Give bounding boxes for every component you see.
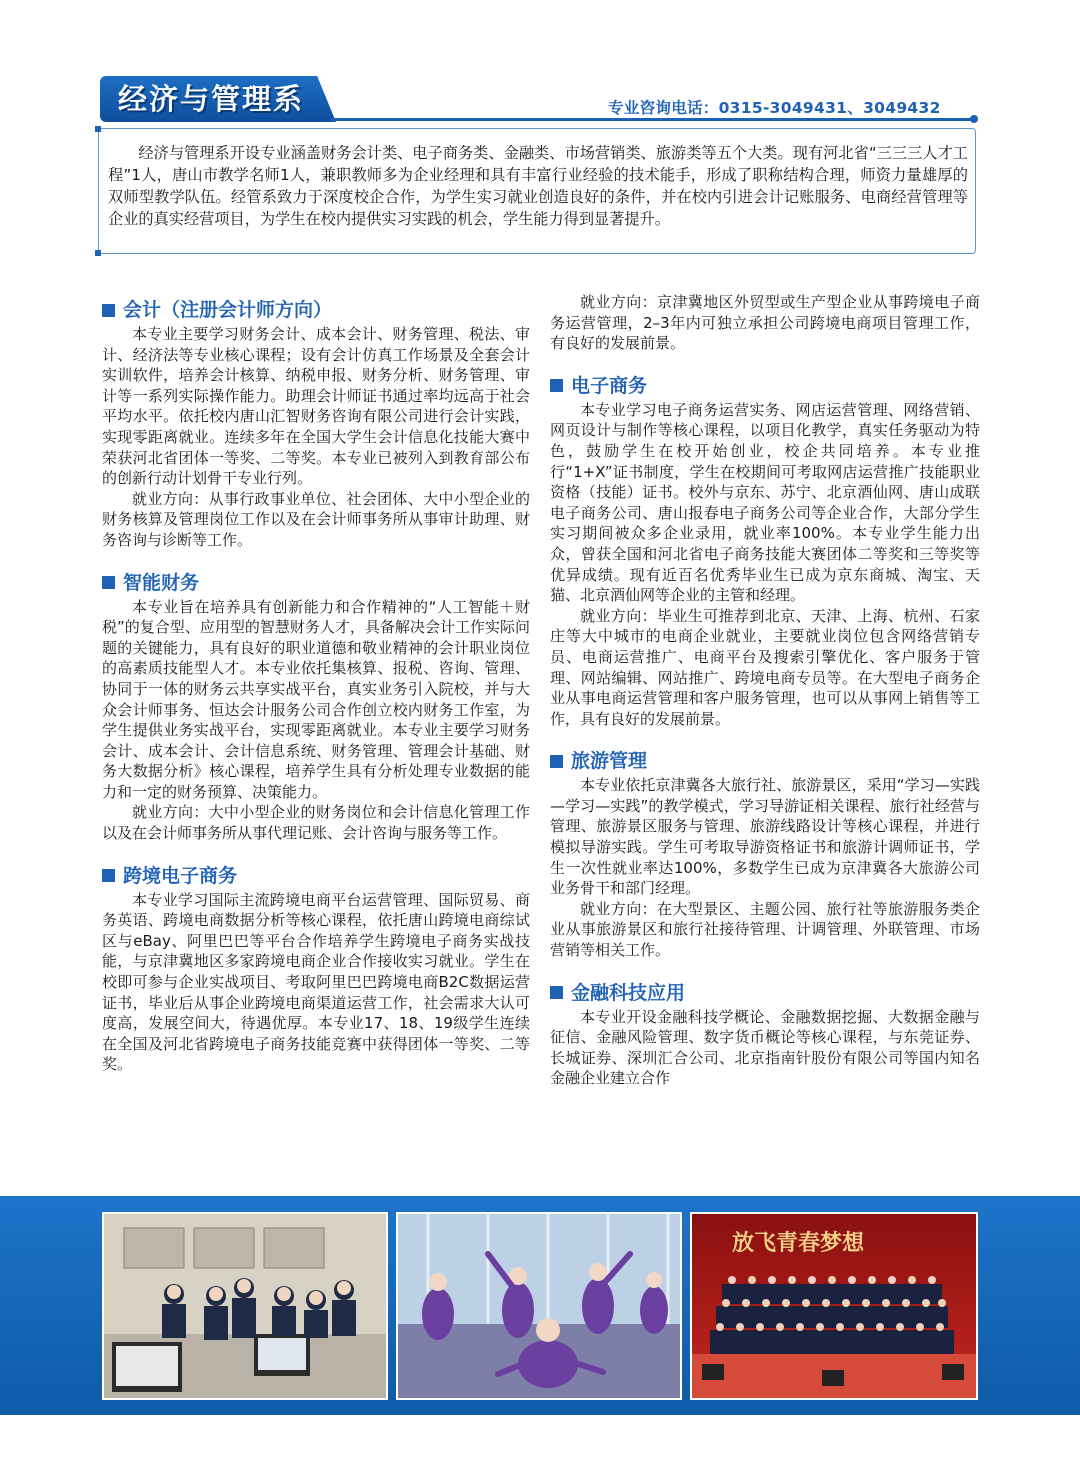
- section-employment: 就业方向：在大型景区、主题公园、旅行社等旅游服务类企业从事旅游景区和旅行社接待管理、计调管理、外联管理、市场营销等相关工作。: [550, 899, 980, 960]
- square-bullet-icon: [102, 869, 115, 882]
- section-heading-cross-border: [102, 864, 530, 888]
- section-title: 会计（注册会计师方向）: [123, 299, 333, 321]
- section-body: 本专业主要学习财务会计、成本会计、财务管理、税法、审计、经济法等专业核心课程；设有会计仿真工作场景及全套会计实训软件，培养会计核算、纳税申报、财务分析、财务管理、审计等一系列实际操作能力。助理会计师证书通过率均远高于社会平均水平。依托校内唐山汇智财务咨询有限公司进行会计实践，实现零距离就业。连续多年在全国大学生会计信息化技能大赛中荣获河北省团体一等奖、二等奖。本专业已被列入到教育部公布的创新行动计划骨干专业行列。: [102, 325, 530, 488]
- square-bullet-icon: [102, 576, 115, 589]
- section-heading-fintech: [550, 981, 980, 1005]
- photo-choir-performance: [690, 1212, 978, 1400]
- header-divider: [330, 118, 976, 121]
- square-bullet-icon: [550, 379, 563, 392]
- consult-phone: 专业咨询电话：0315-3049431、3049432: [608, 99, 941, 117]
- section-heading-tourism: [550, 749, 980, 773]
- section-title: 智能财务: [123, 571, 200, 594]
- section-body: 本专业依托京津冀各大旅行社、旅游景区，采用“学习—实践—学习—实践”的教学模式，学习导游证相关课程、旅行社经营与管理、旅游景区服务与管理、旅游线路设计等核心课程，并进行模拟导游实践。学生可考取导游资格证书和旅游计调师证书，学生一次性就业率达100%，多数学生已成为京津冀各大旅游公司业务骨干和部门经理。: [550, 776, 980, 898]
- section-employment: 就业方向：京津冀地区外贸型或生产型企业从事跨境电子商务运营管理，2–3年内可独立承担公司跨境电商项目管理工作，有良好的发展前景。: [550, 293, 980, 353]
- header-divider-dot: [970, 115, 978, 123]
- section-employment: 就业方向：大中小型企业的财务岗位和会计信息化管理工作以及在会计师事务所从事代理记账、会计咨询与服务等工作。: [102, 803, 530, 843]
- section-heading-accounting: [102, 298, 530, 322]
- dance-class-illustration: [398, 1214, 680, 1398]
- section-body: 本专业开设金融科技学概论、金融数据挖掘、大数据金融与征信、金融风险管理、数字货币概论等核心课程，与东莞证券、长城证券、深圳汇合公司、北京指南针股份有限公司等国内知名金融企业建立合作: [550, 1007, 980, 1088]
- choir-illustration: [692, 1214, 976, 1398]
- section-title: 跨境电子商务: [123, 864, 238, 887]
- section-body: 本专业旨在培养具有创新能力和合作精神的“人工智能＋财税”的复合型、应用型的智慧财务人才，具备解决会计工作实际问题的关键能力，具有良好的职业道德和敬业精神的会计职业岗位的高素质技能型人才。本专业依托集核算、报税、咨询、管理、协同于一体的财务云共享实战平台，真实业务引入院校，并与大众会计师事务、恒达会计服务公司合作创立校内财务工作室，为学生提供业务实战平台，实现零距离就业。本专业主要学习财务会计、成本会计、会计信息系统、财务管理、管理会计基础、财务大数据分析》核心课程，培养学生具有分析处理专业数据的能力和一定的财务预算、决策能力。: [102, 597, 530, 801]
- section-heading-smart-finance: [102, 571, 530, 595]
- section-body: 本专业学习国际主流跨境电商平台运营管理、国际贸易、商务英语、跨境电商数据分析等核心课程，依托唐山跨境电商综试区与eBay、阿里巴巴等平台合作培养学生跨境电子商务实战技能，与京津冀地区多家跨境电商企业合作接收实习就业。学生在校即可参与企业实战项目、考取阿里巴巴跨境电商B2C数据运营证书，毕业后从事企业跨境电商渠道运营工作，社会需求大认可度高，发展空间大，待遇优厚。本专业17、18、19级学生连续在全国及河北省跨境电子商务技能竞赛中获得团体一等奖、二等奖。: [102, 890, 530, 1074]
- right-column: [550, 292, 980, 1089]
- photo-dance-class: [396, 1212, 682, 1400]
- choir-banner-text: 放飞青春梦想: [732, 1230, 865, 1256]
- section-title: 电子商务: [571, 374, 648, 397]
- section-title: 旅游管理: [571, 750, 648, 773]
- photo-computer-lab: [102, 1212, 388, 1400]
- square-bullet-icon: [550, 986, 563, 999]
- section-body: 本专业学习电子商务运营实务、网店运营管理、网络营销、网页设计与制作等核心课程，以项目化教学，真实任务驱动为特色，鼓励学生在校开始创业，校企共同培养。本专业推行“1+X”证书制度，学生在校期间可考取网店运营推广技能职业资格（技能）证书。校外与京东、苏宁、北京酒仙网、唐山成联电子商务公司、唐山报春电子商务公司等企业合作，大部分学生实习期间被众多企业录用，就业率100%。本专业学生能力出众，曾获全国和河北省电子商务技能大赛团体二等奖和三等奖等优异成绩。现有近百名优秀毕业生已成为京东商城、淘宝、天猫、北京酒仙网等企业的主管和经理。: [550, 400, 980, 605]
- section-title: 金融科技应用: [571, 981, 686, 1004]
- intro-text: 经济与管理系开设专业涵盖财务会计类、电子商务类、金融类、市场营销类、旅游类等五个大类。现有河北省“三三三人才工程”1人，唐山市教学名师1人，兼职教师多为企业经理和具有丰富行业经验的技术能手，形成了职称结构合理，师资力量雄厚的双师型教学队伍。经管系致力于深度校企合作，为学生实习就业创造良好的条件，并在校内引进会计记账服务、电商经营管理等企业的真实经营项目，为学生在校内提供实习实践的机会，学生能力得到显著提升。: [108, 144, 968, 228]
- square-bullet-icon: [550, 755, 563, 768]
- computer-lab-illustration: [104, 1214, 386, 1398]
- section-employment: 就业方向：从事行政事业单位、社会团体、大中小型企业的财务核算及管理岗位工作以及在会计师事务所从事审计助理、财务咨询与诊断等工作。: [102, 489, 530, 549]
- section-heading-ecommerce: [550, 374, 980, 398]
- square-bullet-icon: [102, 304, 115, 317]
- left-column: [102, 292, 530, 1075]
- page-title: 经济与管理系: [118, 82, 305, 116]
- section-employment: 就业方向：毕业生可推荐到北京、天津、上海、杭州、石家庄等大中城市的电商企业就业，主要就业岗位包含网络营销专员、电商运营推广、电商平台及搜索引擎优化、客户服务于管理、网站编辑、网站推广、跨境电商专员等。在大型电子商务企业从事电商运营管理和客户服务管理，也可以从事网上销售等工作，具有良好的发展前景。: [550, 606, 980, 728]
